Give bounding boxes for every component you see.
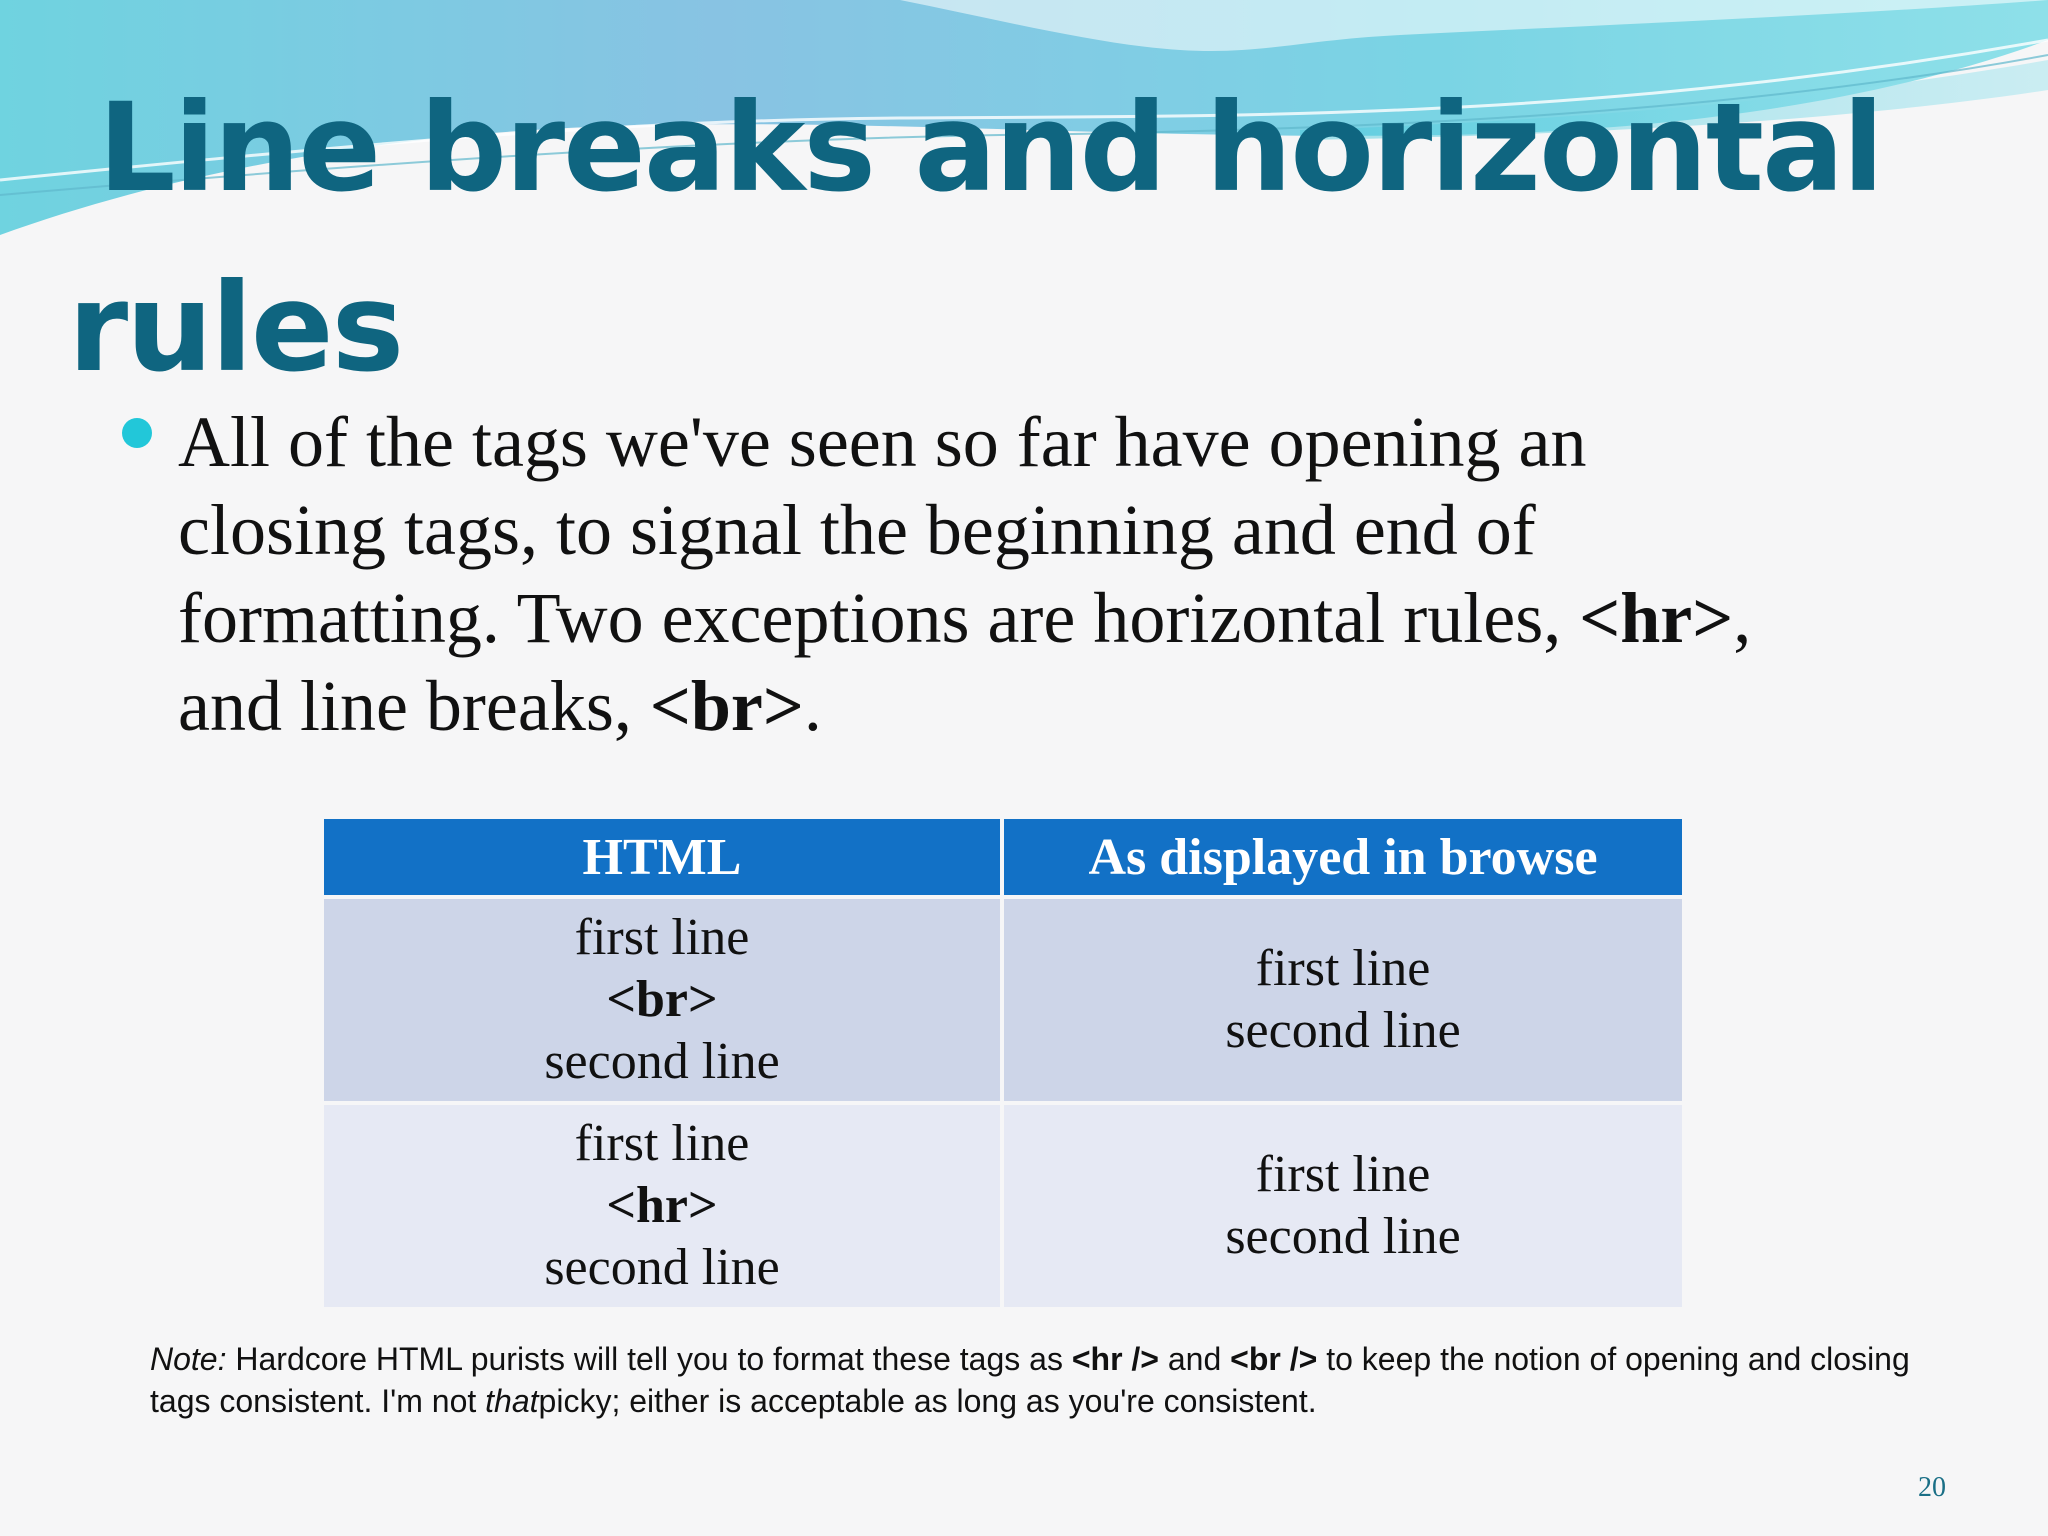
comparison-table xyxy=(320,815,1686,1311)
display-line-1: first line xyxy=(1255,940,1431,997)
table-row xyxy=(324,899,1682,1101)
title-line-2: rules xyxy=(68,257,403,399)
bullet-text-part3: . xyxy=(803,666,822,746)
bullet-text xyxy=(178,398,1778,750)
display-cell xyxy=(1004,1105,1682,1307)
html-line-3: second line xyxy=(544,1239,780,1296)
header-html: HTML xyxy=(324,819,1000,895)
note-text-part4: picky; either is acceptable as long as you're consistent. xyxy=(538,1383,1317,1419)
html-cell xyxy=(324,1105,1000,1307)
note-text-part2: and xyxy=(1158,1341,1231,1377)
note-label: Note: xyxy=(150,1341,227,1377)
slide-title xyxy=(68,58,1898,418)
footnote xyxy=(150,1338,1950,1422)
bullet-text-part1: All of the tags we've seen so far have opening an closing tags, to signal the beginning and end of formatting. Two exceptions are horizontal rules, xyxy=(178,402,1587,658)
note-emphasis: that xyxy=(485,1383,539,1419)
display-line-2: second line xyxy=(1225,1002,1461,1059)
title-line-1: Line breaks and horizontal xyxy=(98,77,1883,219)
html-line-3: second line xyxy=(544,1033,780,1090)
table-row xyxy=(324,1105,1682,1307)
html-line-1: first line xyxy=(574,909,750,966)
html-cell xyxy=(324,899,1000,1101)
html-tag: <br> xyxy=(606,971,718,1028)
note-text-part1: Hardcore HTML purists will tell you to format these tags as xyxy=(226,1341,1072,1377)
header-displayed: As displayed in browse xyxy=(1004,819,1682,895)
hr-tag-text: <hr> xyxy=(1579,578,1734,658)
table-header-row xyxy=(324,819,1682,895)
br-tag-text: <br> xyxy=(649,666,804,746)
note-text-part3: to keep the notion of opening and closing tags consistent. I'm not xyxy=(150,1341,1910,1419)
display-cell xyxy=(1004,899,1682,1101)
display-line-2: second line xyxy=(1225,1208,1461,1265)
note-tag-br: <br /> xyxy=(1230,1341,1318,1377)
html-line-1: first line xyxy=(574,1115,750,1172)
bullet-dot-icon xyxy=(122,418,152,448)
bullet-text-part2: , and line breaks, xyxy=(178,578,1752,746)
page-number: 20 xyxy=(1918,1472,1946,1503)
display-line-1: first line xyxy=(1255,1146,1431,1203)
html-tag: <hr> xyxy=(606,1177,718,1234)
note-tag-hr: <hr /> xyxy=(1071,1341,1159,1377)
